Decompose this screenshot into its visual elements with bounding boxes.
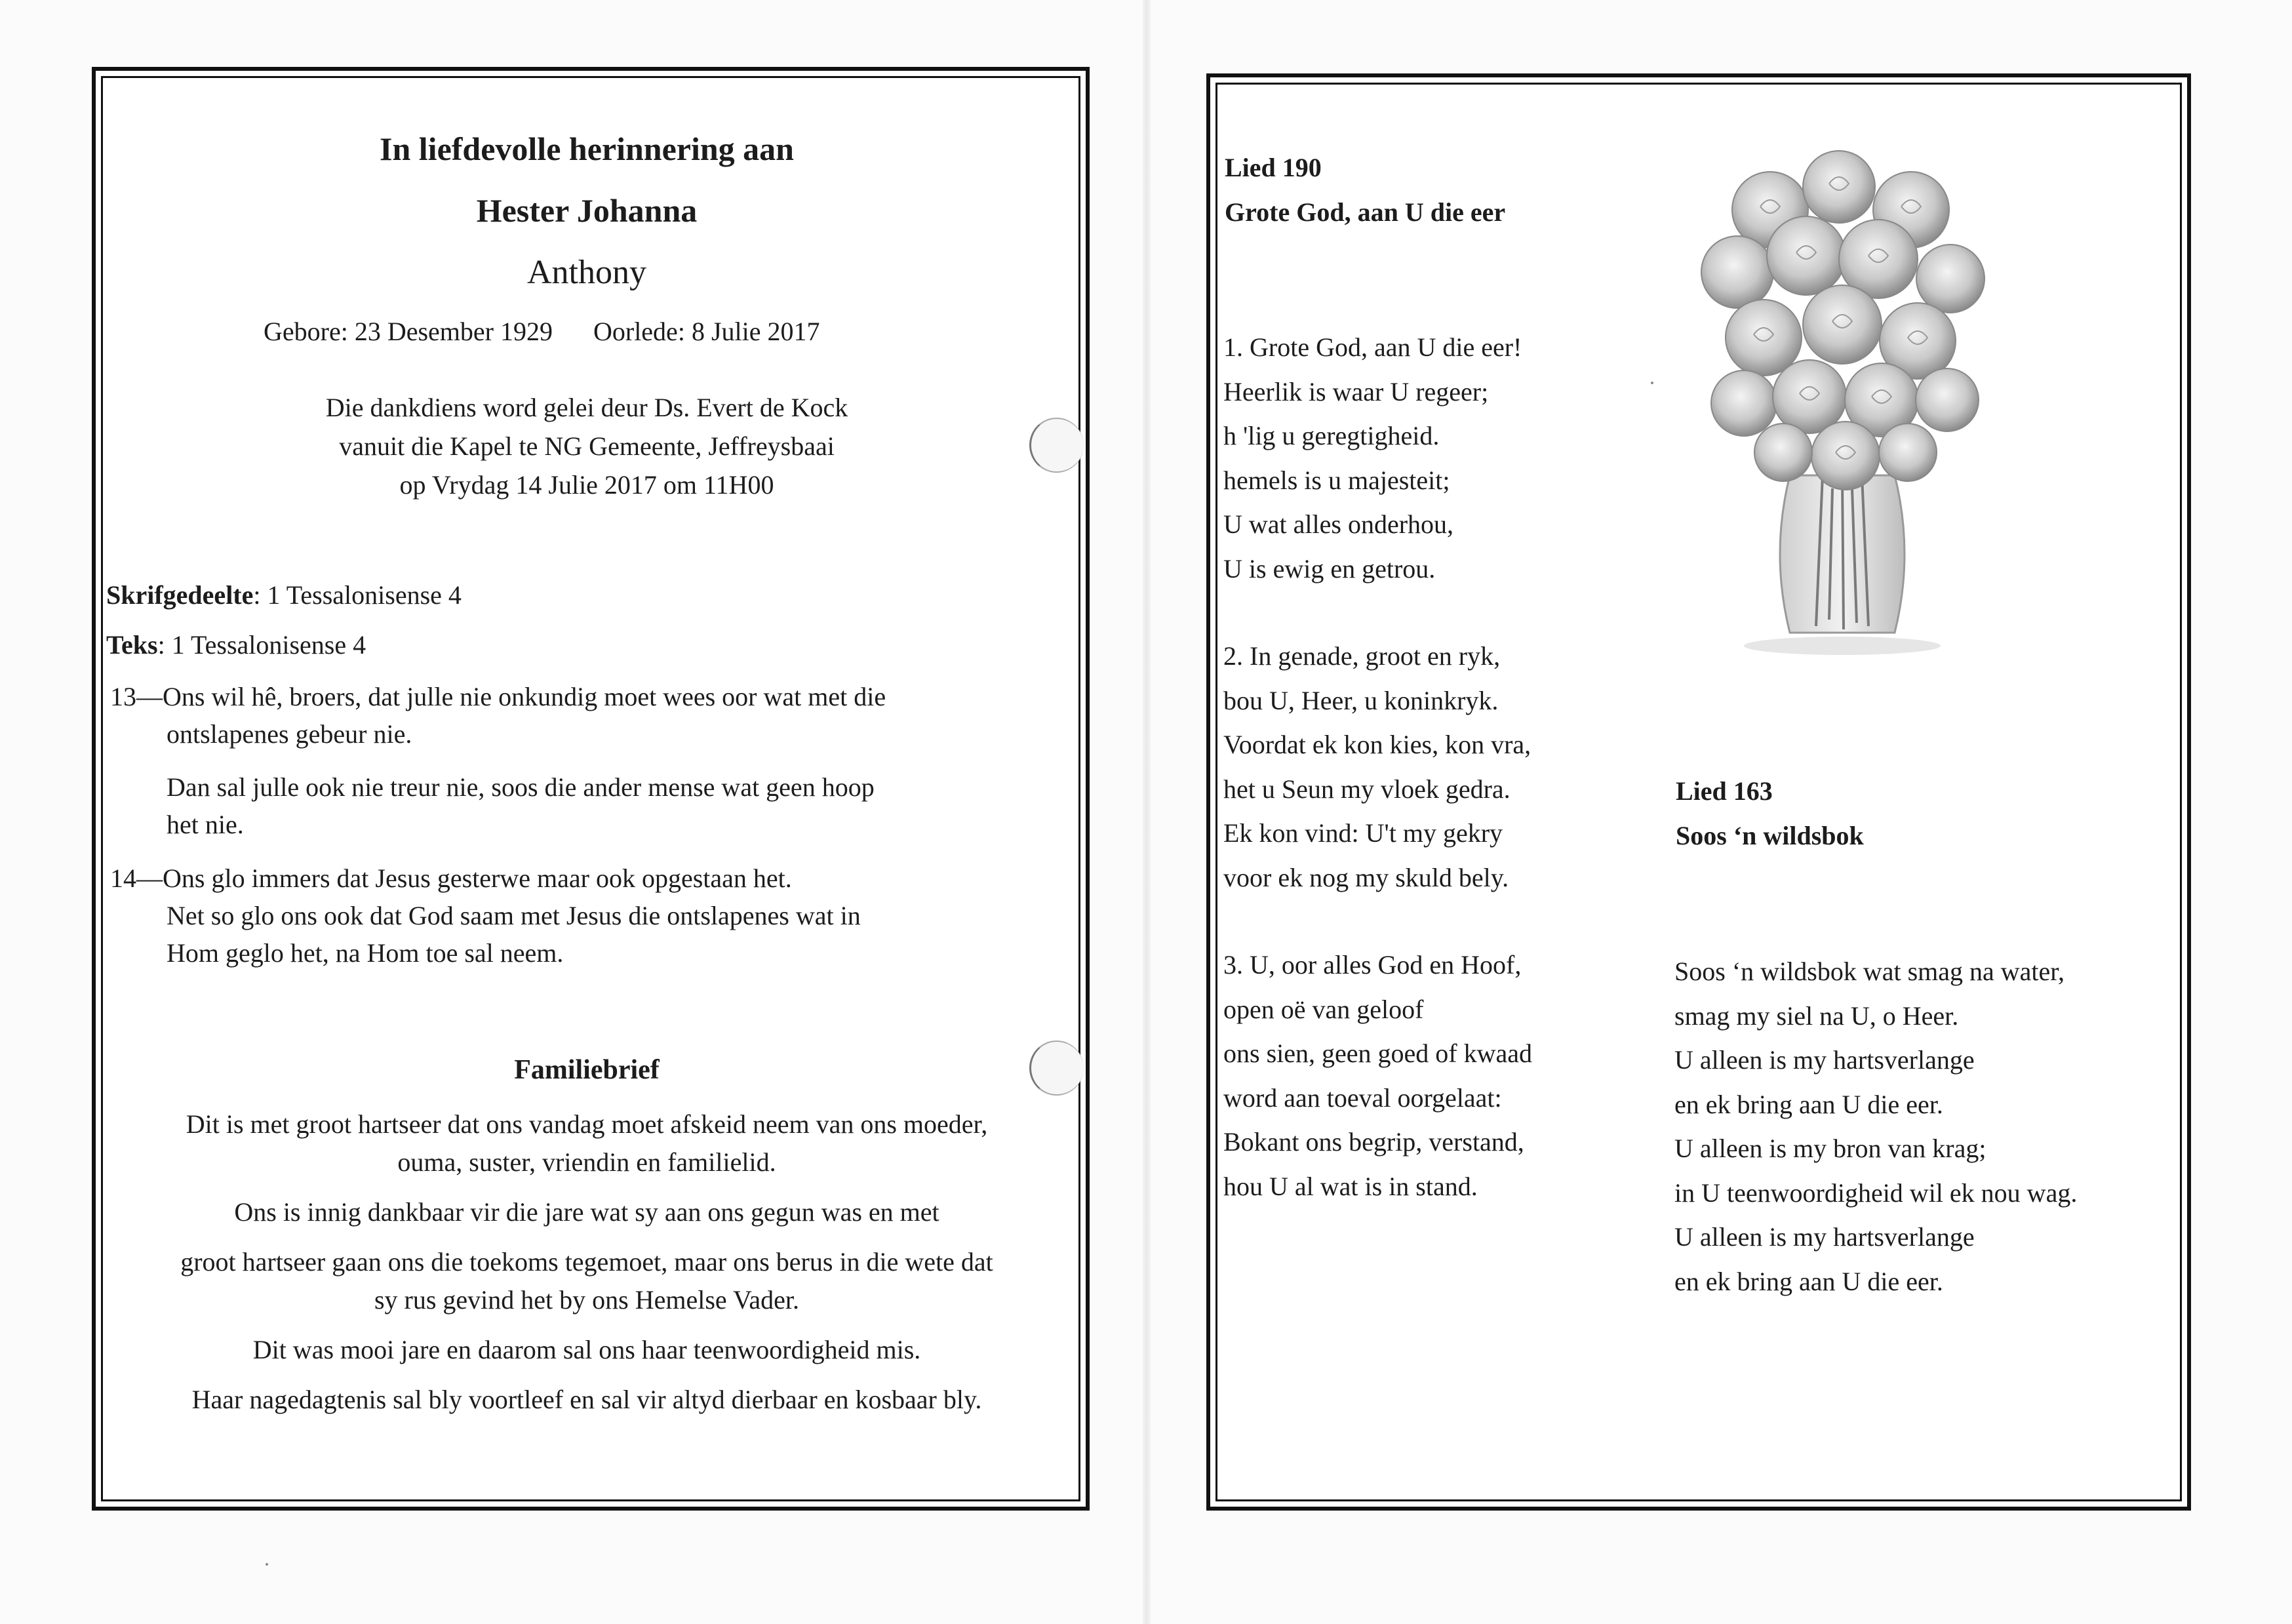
hymn-line: U alleen is my hartsverlange: [1674, 1045, 1975, 1075]
hymn-line: 1. Grote God, aan U die eer!: [1223, 332, 1522, 362]
deceased-surname: Anthony: [527, 254, 646, 291]
hymn2-number: Lied 163: [1676, 776, 1773, 806]
service-line: Die dankdiens word gelei deur Ds. Evert de Kock: [325, 393, 848, 422]
verse-number: 13: [110, 682, 136, 711]
hymn-line: Voordat ek kon kies, kon vra,: [1223, 730, 1531, 759]
hymn-line: open oë van geloof: [1223, 994, 1424, 1024]
letter-line: sy rus gevind het by ons Hemelse Vader.: [374, 1285, 800, 1315]
born-label: Gebore:: [264, 317, 348, 346]
service-line: op Vrydag 14 Julie 2017 om 11H00: [399, 470, 774, 500]
verse-number: 14: [110, 863, 136, 893]
verse-14: 14—Ons glo immers dat Jesus gesterwe maar ook opgestaan het.: [110, 863, 792, 893]
verse-text: Dan sal julle ook nie treur nie, soos die ander mense wat geen hoop: [167, 772, 875, 802]
page-fold: [1143, 0, 1151, 1624]
hymn-line: word aan toeval oorgelaat:: [1223, 1082, 1502, 1113]
hymn-line: U alleen is my bron van krag;: [1674, 1134, 1986, 1163]
memorial-heading: In liefdevolle herinnering aan: [380, 130, 794, 167]
paper-speck: [1651, 382, 1653, 384]
text-label: Teks: [106, 630, 158, 660]
hymn-line: ons sien, geen goed of kwaad: [1223, 1039, 1532, 1068]
hymn-line: Bokant ons begrip, verstand,: [1223, 1127, 1524, 1157]
hymn2-title: Soos ‘n wildsbok: [1676, 821, 1864, 850]
hymn-line: 3. U, oor alles God en Hoof,: [1223, 950, 1522, 980]
hymn-line: hou U al wat is in stand.: [1223, 1171, 1478, 1201]
deceased-first-names: Hester Johanna: [476, 192, 698, 229]
hymn1-stanza-3: [1223, 943, 1532, 1208]
born-date: 23 Desember 1929: [354, 317, 553, 346]
text-line: Teks: 1 Tessalonisense 4: [106, 630, 366, 660]
died-label: Oorlede:: [593, 317, 685, 346]
hymn1-stanza-2: [1223, 634, 1531, 900]
letter-line: Ons is innig dankbaar vir die jare wat sy aan ons gegun was en met: [234, 1197, 939, 1227]
service-details: [92, 388, 1082, 504]
hymn-line: 2. In genade, groot en ryk,: [1223, 641, 1501, 671]
hymn-line: Heerlik is waar U regeer;: [1223, 376, 1489, 406]
verse-text: Hom geglo het, na Hom toe sal neem.: [167, 938, 564, 968]
hymn-line: in U teenwoordigheid wil ek nou wag.: [1674, 1178, 2078, 1208]
dates-line: [264, 316, 820, 347]
hymn-line: Ek kon vind: U't my gekry: [1223, 818, 1503, 848]
hymn-line: voor ek nog my skuld bely.: [1223, 862, 1509, 892]
hymn-line: h 'lig u geregtigheid.: [1223, 421, 1440, 450]
verse-text: het nie.: [167, 810, 244, 839]
text-ref: 1 Tessalonisense 4: [171, 630, 366, 660]
scripture-label: Skrifgedeelte: [106, 580, 254, 610]
hymn-line: het u Seun my vloek gedra.: [1223, 774, 1511, 804]
letter-title: Familiebrief: [514, 1055, 660, 1085]
punch-hole: [1029, 418, 1084, 473]
letter-line: Haar nagedagtenis sal bly voortleef en sal vir altyd dierbaar en kosbaar bly.: [191, 1385, 982, 1414]
letter-line: groot hartseer gaan ons die toekoms tegemoet, maar ons berus in die wete dat: [180, 1247, 993, 1277]
verse-text: Net so glo ons ook dat God saam met Jesus die ontslapenes wat in: [167, 901, 861, 930]
roses-vase-image: [1691, 148, 1993, 665]
letter-line: Dit was mooi jare en daarom sal ons haar teenwoordigheid mis.: [252, 1335, 921, 1364]
hymn2-verse: [1674, 949, 2077, 1303]
hymn1-number: Lied 190: [1225, 153, 1322, 182]
hymn1-title: Grote God, aan U die eer: [1225, 197, 1506, 227]
punch-hole: [1029, 1040, 1084, 1096]
verse-13: 13—Ons wil hê, broers, dat julle nie onkundig moet wees oor wat met die: [110, 682, 886, 711]
scripture-line: Skrifgedeelte: 1 Tessalonisense 4: [106, 580, 462, 610]
hymn-line: en ek bring aan U die eer.: [1674, 1089, 1943, 1119]
letter-line: Dit is met groot hartseer dat ons vandag moet afskeid neem van ons moeder,: [186, 1109, 988, 1139]
hymn-line: U alleen is my hartsverlange: [1674, 1222, 1975, 1252]
hymn-line: bou U, Heer, u koninkryk.: [1223, 685, 1499, 715]
service-line: vanuit die Kapel te NG Gemeente, Jeffreysbaai: [339, 431, 835, 461]
verse-text: Ons wil hê, broers, dat julle nie onkundig moet wees oor wat met die: [163, 682, 886, 711]
letter-line: ouma, suster, vriendin en familielid.: [397, 1147, 776, 1177]
hymn-line: hemels is u majesteit;: [1223, 465, 1450, 495]
family-letter: [92, 1105, 1082, 1419]
scripture-ref: 1 Tessalonisense 4: [267, 580, 462, 610]
hymn-line: en ek bring aan U die eer.: [1674, 1266, 1943, 1296]
hymn-line: smag my siel na U, o Heer.: [1674, 1000, 1959, 1031]
died-date: 8 Julie 2017: [691, 317, 820, 346]
verse-text: ontslapenes gebeur nie.: [167, 719, 412, 749]
hymn-line: U is ewig en getrou.: [1223, 553, 1436, 584]
hymn-line: Soos ‘n wildsbok wat smag na water,: [1674, 957, 2065, 986]
verse-text: Ons glo immers dat Jesus gesterwe maar ook opgestaan het.: [163, 863, 792, 893]
hymn-line: U wat alles onderhou,: [1223, 509, 1454, 539]
paper-speck: [266, 1563, 268, 1566]
hymn1-stanza-1: [1223, 325, 1522, 591]
